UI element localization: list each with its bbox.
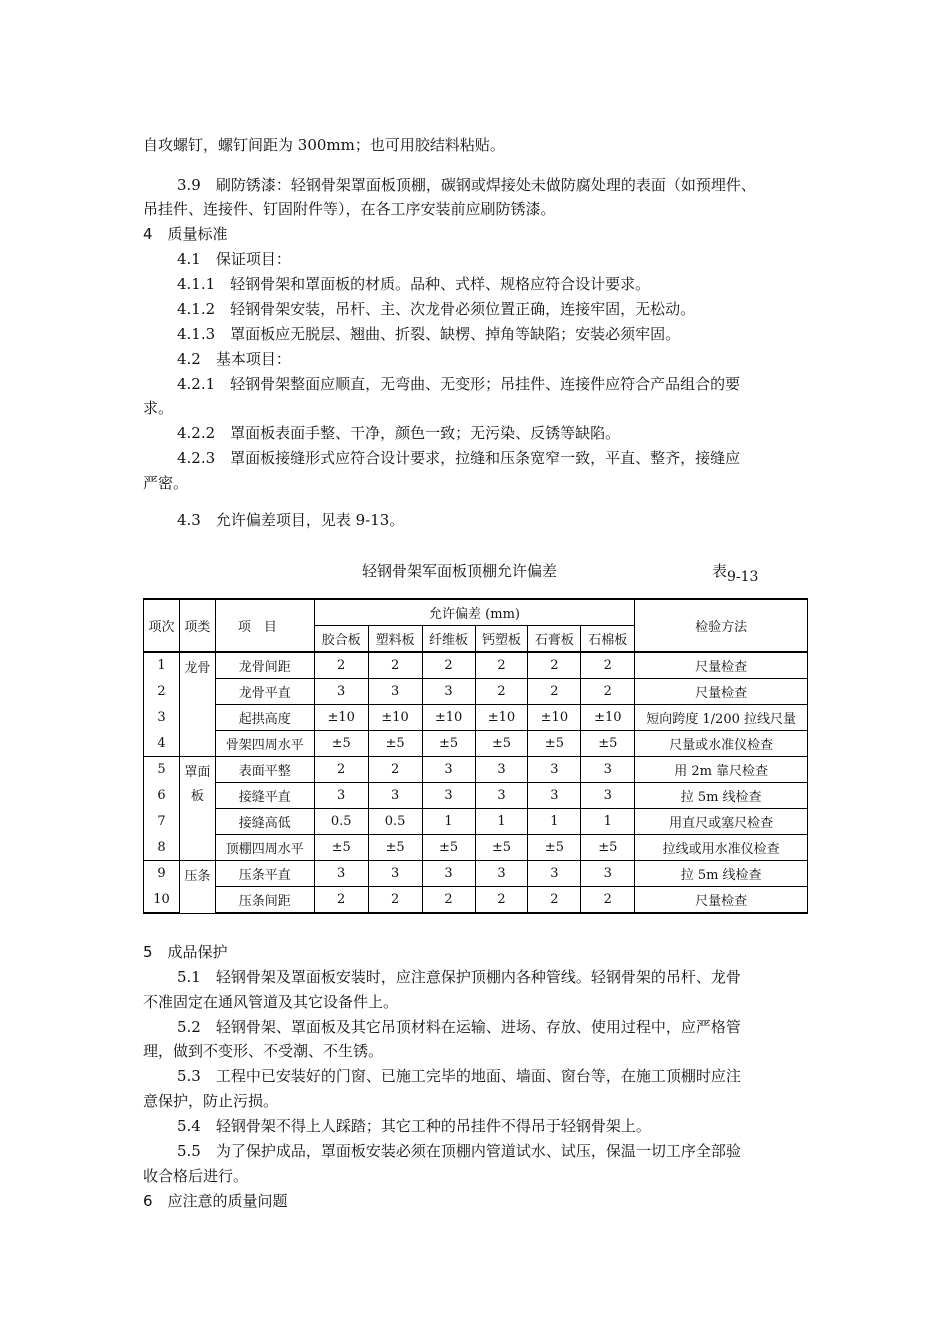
paragraph-4-2-1-line2: 求。 <box>143 399 174 417</box>
row-value: 2 <box>314 887 368 914</box>
row-value: 2 <box>422 652 475 679</box>
row-value: 3 <box>581 861 635 887</box>
paragraph-4-1-1: 4.1.1 轻钢骨架和罩面板的材质。品种、式样、规格应符合设计要求。 <box>177 275 651 293</box>
row-method: 用 2m 靠尺检查 <box>635 757 808 783</box>
header-material: 纤维板 <box>422 626 475 653</box>
table-row <box>144 783 808 809</box>
paragraph-4-2-1-line1: 4.2.1 轻钢骨架整面应顺直，无弯曲、无变形；吊挂件、连接件应符合产品组合的要 <box>177 375 741 393</box>
row-value: ±10 <box>368 705 422 731</box>
row-item: 龙骨平直 <box>215 679 314 705</box>
row-item: 压条间距 <box>215 887 314 914</box>
row-no: 1 <box>144 652 180 679</box>
paragraph-5-4: 5.4 轻钢骨架不得上人踩踏；其它工种的吊挂件不得吊于轻钢骨架上。 <box>177 1117 651 1135</box>
paragraph-3-9-line2: 吊挂件、连接件、钉固附件等），在各工序安装前应刷防锈漆。 <box>143 200 556 218</box>
row-no: 10 <box>144 887 180 914</box>
row-value: ±5 <box>368 731 422 757</box>
header-category: 项类 <box>179 599 215 652</box>
row-value: 2 <box>422 887 475 914</box>
table-row <box>144 835 808 861</box>
table-label-prefix: 表 <box>712 562 728 580</box>
header-material: 石膏板 <box>528 626 581 653</box>
paragraph-4-3: 4.3 允许偏差项目，见表 9-13。 <box>177 511 405 529</box>
row-value: 3 <box>422 757 475 783</box>
row-no: 7 <box>144 809 180 835</box>
row-item: 骨架四周水平 <box>215 731 314 757</box>
paragraph-5-5-line1: 5.5 为了保护成品，罩面板安装必须在顶棚内管道试水、试压，保温一切工序全部验 <box>177 1142 741 1160</box>
table-row <box>144 731 808 757</box>
paragraph-5-3-line1: 5.3 工程中已安装好的门窗、已施工完毕的地面、墙面、窗台等，在施工顶棚时应注 <box>177 1067 741 1085</box>
paragraph-4-2-3-line2: 严密。 <box>143 474 189 492</box>
heading-5: 5 成品保护 <box>143 943 228 961</box>
row-method: 拉 5m 线检查 <box>635 783 808 809</box>
category-keel: 龙骨 <box>179 652 215 757</box>
header-no: 项次 <box>144 599 180 652</box>
header-material: 石棉板 <box>581 626 635 653</box>
row-value: ±10 <box>422 705 475 731</box>
row-item: 接缝高低 <box>215 809 314 835</box>
row-no: 8 <box>144 835 180 861</box>
row-item: 表面平整 <box>215 757 314 783</box>
paragraph-3-9-line1: 3.9 刷防锈漆：轻钢骨架罩面板顶棚，碳钢或焊接处未做防腐处理的表面（如预埋件、 <box>177 176 756 194</box>
row-value: 2 <box>475 652 528 679</box>
heading-4: 4 质量标准 <box>143 225 228 243</box>
paragraph-4-2-2: 4.2.2 罩面板表面手整、干净，颜色一致；无污染、反锈等缺陷。 <box>177 424 621 442</box>
row-value: 1 <box>581 809 635 835</box>
row-value: ±10 <box>475 705 528 731</box>
row-method: 尺量或水准仪检查 <box>635 731 808 757</box>
row-value: 3 <box>314 679 368 705</box>
paragraph-5-1-line2: 不准固定在通风管道及其它设备件上。 <box>143 993 399 1011</box>
row-value: ±5 <box>475 835 528 861</box>
table-row <box>144 652 808 679</box>
row-value: 2 <box>528 679 581 705</box>
category-panel-line2: 板 <box>190 789 204 804</box>
row-value: ±5 <box>314 835 368 861</box>
table-row <box>144 887 808 914</box>
row-value: 3 <box>314 861 368 887</box>
row-value: 2 <box>475 887 528 914</box>
row-value: 3 <box>314 783 368 809</box>
row-item: 起拱高度 <box>215 705 314 731</box>
paragraph-5-5-line2: 收合格后进行。 <box>143 1167 249 1185</box>
heading-6: 6 应注意的质量问题 <box>143 1192 288 1210</box>
row-method: 短向跨度 1/200 拉线尺量 <box>635 705 808 731</box>
row-value: ±5 <box>422 731 475 757</box>
row-value: 2 <box>368 652 422 679</box>
row-value: ±5 <box>581 835 635 861</box>
table-header-row <box>144 599 808 626</box>
row-value: 2 <box>581 679 635 705</box>
paragraph-4-2: 4.2 基本项目： <box>177 350 291 368</box>
row-value: 2 <box>475 679 528 705</box>
row-value: 3 <box>581 783 635 809</box>
row-value: ±5 <box>528 835 581 861</box>
row-method: 拉线或用水准仪检查 <box>635 835 808 861</box>
row-value: 3 <box>368 679 422 705</box>
table-row <box>144 809 808 835</box>
row-value: 1 <box>528 809 581 835</box>
row-value: 3 <box>368 861 422 887</box>
row-value: 2 <box>528 652 581 679</box>
row-value: ±5 <box>475 731 528 757</box>
row-value: 3 <box>475 783 528 809</box>
tolerance-table <box>143 598 808 914</box>
row-value: 2 <box>581 652 635 679</box>
row-value: ±10 <box>528 705 581 731</box>
table-row <box>144 679 808 705</box>
row-no: 6 <box>144 783 180 809</box>
row-value: 3 <box>528 783 581 809</box>
row-value: 2 <box>528 887 581 914</box>
table-label-number: 9-13 <box>727 569 759 585</box>
paragraph-4-2-3-line1: 4.2.3 罩面板接缝形式应符合设计要求，拉缝和压条宽窄一致，平直、整齐，接缝应 <box>177 449 741 467</box>
row-value: 2 <box>314 652 368 679</box>
row-value: 1 <box>475 809 528 835</box>
row-value: 3 <box>528 861 581 887</box>
header-material: 塑料板 <box>368 626 422 653</box>
row-value: ±5 <box>528 731 581 757</box>
paragraph-5-3-line2: 意保护，防止污损。 <box>143 1092 279 1110</box>
paragraph-4-1-2: 4.1.2 轻钢骨架安装，吊杆、主、次龙骨必须位置正确，连接牢固，无松动。 <box>177 300 696 318</box>
paragraph-4-1: 4.1 保证项目： <box>177 250 291 268</box>
paragraph-4-1-3: 4.1.3 罩面板应无脱层、翘曲、折裂、缺楞、掉角等缺陷；安装必须牢固。 <box>177 325 681 343</box>
row-method: 尺量检查 <box>635 652 808 679</box>
row-value: 2 <box>581 887 635 914</box>
row-no: 2 <box>144 679 180 705</box>
row-method: 用直尺或塞尺检查 <box>635 809 808 835</box>
table-row <box>144 705 808 731</box>
header-method: 检验方法 <box>635 599 808 652</box>
row-item: 龙骨间距 <box>215 652 314 679</box>
row-value: 2 <box>314 757 368 783</box>
row-value: 3 <box>528 757 581 783</box>
row-value: 3 <box>581 757 635 783</box>
row-value: 2 <box>368 757 422 783</box>
row-value: 3 <box>422 861 475 887</box>
row-value: 3 <box>422 783 475 809</box>
paragraph-screws: 自攻螺钉，螺钉间距为 300mm；也可用胶结料粘贴。 <box>143 136 505 154</box>
paragraph-5-2-line1: 5.2 轻钢骨架、罩面板及其它吊顶材料在运输、进场、存放、使用过程中，应严格管 <box>177 1018 741 1036</box>
row-value: 0.5 <box>314 809 368 835</box>
row-no: 5 <box>144 757 180 783</box>
row-no: 3 <box>144 705 180 731</box>
row-value: ±5 <box>581 731 635 757</box>
row-value: ±5 <box>368 835 422 861</box>
table-caption: 轻钢骨架军面板顶棚允许偏差 <box>362 562 558 580</box>
row-value: ±5 <box>314 731 368 757</box>
header-material: 钙塑板 <box>475 626 528 653</box>
row-method: 拉 5m 线检查 <box>635 861 808 887</box>
row-value: ±10 <box>581 705 635 731</box>
row-method: 尺量检查 <box>635 679 808 705</box>
header-tolerance: 允许偏差 (mm) <box>314 599 635 626</box>
row-method: 尺量检查 <box>635 887 808 914</box>
category-strip: 压条 <box>179 861 215 914</box>
row-item: 压条平直 <box>215 861 314 887</box>
row-value: 0.5 <box>368 809 422 835</box>
row-item: 顶棚四周水平 <box>215 835 314 861</box>
row-value: 3 <box>475 861 528 887</box>
row-value: 2 <box>368 887 422 914</box>
row-value: ±10 <box>314 705 368 731</box>
row-value: 1 <box>422 809 475 835</box>
table-label <box>712 560 759 585</box>
row-item: 接缝平直 <box>215 783 314 809</box>
category-panel-line1: 罩面 <box>184 765 211 780</box>
paragraph-5-2-line2: 理，做到不变形、不受潮、不生锈。 <box>143 1042 384 1060</box>
table-row <box>144 861 808 887</box>
paragraph-5-1-line1: 5.1 轻钢骨架及罩面板安装时，应注意保护顶棚内各种管线。轻钢骨架的吊杆、龙骨 <box>177 968 741 986</box>
table-row <box>144 757 808 783</box>
header-item: 项 目 <box>215 599 314 652</box>
row-value: 3 <box>422 679 475 705</box>
row-no: 9 <box>144 861 180 887</box>
row-value: 3 <box>475 757 528 783</box>
category-panel <box>179 757 215 861</box>
row-value: 3 <box>368 783 422 809</box>
row-no: 4 <box>144 731 180 757</box>
row-value: ±5 <box>422 835 475 861</box>
header-material: 胶合板 <box>314 626 368 653</box>
